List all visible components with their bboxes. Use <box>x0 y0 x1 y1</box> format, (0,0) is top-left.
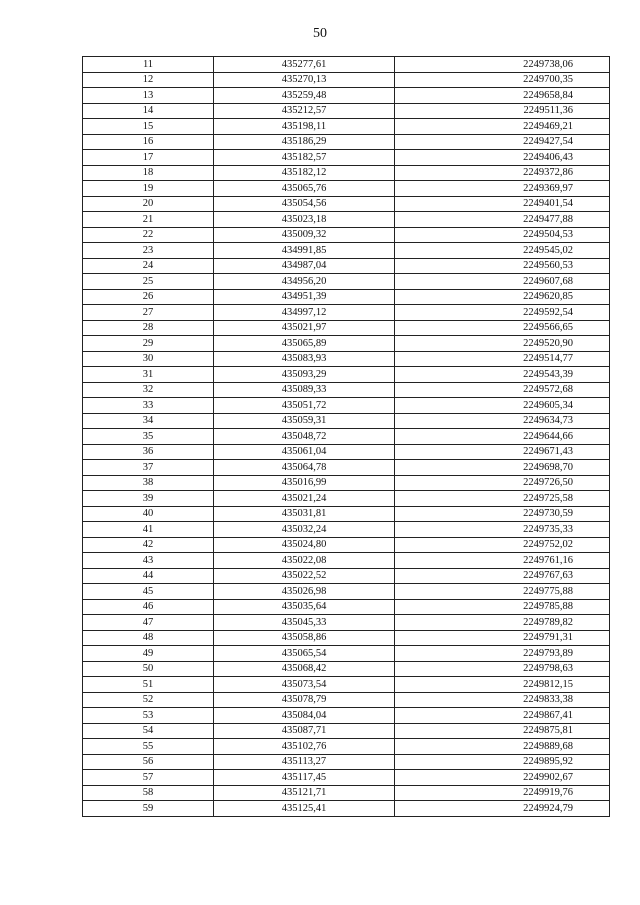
table-row <box>83 646 610 662</box>
table-row <box>83 661 610 677</box>
x-coordinate-cell: 435113,27 <box>214 754 395 770</box>
y-coordinate-cell: 2249560,53 <box>395 258 610 274</box>
x-coordinate-cell: 435024,80 <box>214 537 395 553</box>
point-number-cell: 35 <box>83 429 214 445</box>
y-coordinate-cell: 2249372,86 <box>395 165 610 181</box>
y-coordinate-cell: 2249520,90 <box>395 336 610 352</box>
table-row <box>83 134 610 150</box>
point-number-cell: 19 <box>83 181 214 197</box>
x-coordinate-cell: 435083,93 <box>214 351 395 367</box>
table-row <box>83 599 610 615</box>
point-number-cell: 25 <box>83 274 214 290</box>
point-number-cell: 58 <box>83 785 214 801</box>
point-number-cell: 34 <box>83 413 214 429</box>
table-row <box>83 444 610 460</box>
y-coordinate-cell: 2249919,76 <box>395 785 610 801</box>
x-coordinate-cell: 435186,29 <box>214 134 395 150</box>
x-coordinate-cell: 435068,42 <box>214 661 395 677</box>
y-coordinate-cell: 2249543,39 <box>395 367 610 383</box>
table-row <box>83 227 610 243</box>
x-coordinate-cell: 435061,04 <box>214 444 395 460</box>
y-coordinate-cell: 2249730,59 <box>395 506 610 522</box>
x-coordinate-cell: 435021,24 <box>214 491 395 507</box>
table-row <box>83 258 610 274</box>
point-number-cell: 32 <box>83 382 214 398</box>
table-row <box>83 522 610 538</box>
y-coordinate-cell: 2249775,88 <box>395 584 610 600</box>
x-coordinate-cell: 435125,41 <box>214 801 395 817</box>
y-coordinate-cell: 2249875,81 <box>395 723 610 739</box>
x-coordinate-cell: 435087,71 <box>214 723 395 739</box>
y-coordinate-cell: 2249566,65 <box>395 320 610 336</box>
table-row <box>83 351 610 367</box>
x-coordinate-cell: 435182,12 <box>214 165 395 181</box>
x-coordinate-cell: 435198,11 <box>214 119 395 135</box>
table-row <box>83 584 610 600</box>
x-coordinate-cell: 434951,39 <box>214 289 395 305</box>
table-row <box>83 320 610 336</box>
x-coordinate-cell: 435089,33 <box>214 382 395 398</box>
y-coordinate-cell: 2249427,54 <box>395 134 610 150</box>
point-number-cell: 16 <box>83 134 214 150</box>
table-row <box>83 692 610 708</box>
point-number-cell: 57 <box>83 770 214 786</box>
x-coordinate-cell: 435048,72 <box>214 429 395 445</box>
point-number-cell: 44 <box>83 568 214 584</box>
table-row <box>83 382 610 398</box>
table-row <box>83 770 610 786</box>
table-row <box>83 103 610 119</box>
point-number-cell: 41 <box>83 522 214 538</box>
x-coordinate-cell: 435084,04 <box>214 708 395 724</box>
point-number-cell: 39 <box>83 491 214 507</box>
table-row <box>83 708 610 724</box>
point-number-cell: 31 <box>83 367 214 383</box>
y-coordinate-cell: 2249671,43 <box>395 444 610 460</box>
x-coordinate-cell: 435212,57 <box>214 103 395 119</box>
x-coordinate-cell: 435032,24 <box>214 522 395 538</box>
y-coordinate-cell: 2249620,85 <box>395 289 610 305</box>
table-row <box>83 785 610 801</box>
table-row <box>83 801 610 817</box>
x-coordinate-cell: 434987,04 <box>214 258 395 274</box>
x-coordinate-cell: 435023,18 <box>214 212 395 228</box>
y-coordinate-cell: 2249504,53 <box>395 227 610 243</box>
point-number-cell: 48 <box>83 630 214 646</box>
x-coordinate-cell: 435054,56 <box>214 196 395 212</box>
y-coordinate-cell: 2249735,33 <box>395 522 610 538</box>
point-number-cell: 24 <box>83 258 214 274</box>
table-row <box>83 88 610 104</box>
table-row <box>83 181 610 197</box>
x-coordinate-cell: 435022,08 <box>214 553 395 569</box>
x-coordinate-cell: 435065,89 <box>214 336 395 352</box>
point-number-cell: 54 <box>83 723 214 739</box>
y-coordinate-cell: 2249700,35 <box>395 72 610 88</box>
table-row <box>83 460 610 476</box>
y-coordinate-cell: 2249889,68 <box>395 739 610 755</box>
y-coordinate-cell: 2249761,16 <box>395 553 610 569</box>
table-row <box>83 367 610 383</box>
point-number-cell: 47 <box>83 615 214 631</box>
coordinates-table-body <box>83 57 610 817</box>
table-row <box>83 289 610 305</box>
point-number-cell: 59 <box>83 801 214 817</box>
table-row <box>83 568 610 584</box>
y-coordinate-cell: 2249469,21 <box>395 119 610 135</box>
table-row <box>83 739 610 755</box>
x-coordinate-cell: 435064,78 <box>214 460 395 476</box>
point-number-cell: 51 <box>83 677 214 693</box>
x-coordinate-cell: 435121,71 <box>214 785 395 801</box>
table-row <box>83 754 610 770</box>
x-coordinate-cell: 435059,31 <box>214 413 395 429</box>
coordinates-table <box>82 56 610 817</box>
y-coordinate-cell: 2249924,79 <box>395 801 610 817</box>
table-row <box>83 305 610 321</box>
table-row <box>83 57 610 73</box>
page-number: 50 <box>313 26 327 41</box>
y-coordinate-cell: 2249793,89 <box>395 646 610 662</box>
point-number-cell: 40 <box>83 506 214 522</box>
point-number-cell: 29 <box>83 336 214 352</box>
table-row <box>83 212 610 228</box>
y-coordinate-cell: 2249406,43 <box>395 150 610 166</box>
y-coordinate-cell: 2249812,15 <box>395 677 610 693</box>
x-coordinate-cell: 435078,79 <box>214 692 395 708</box>
point-number-cell: 23 <box>83 243 214 259</box>
y-coordinate-cell: 2249477,88 <box>395 212 610 228</box>
table-row <box>83 119 610 135</box>
table-row <box>83 165 610 181</box>
y-coordinate-cell: 2249895,92 <box>395 754 610 770</box>
point-number-cell: 13 <box>83 88 214 104</box>
point-number-cell: 28 <box>83 320 214 336</box>
table-row <box>83 196 610 212</box>
table-row <box>83 553 610 569</box>
table-row <box>83 615 610 631</box>
y-coordinate-cell: 2249767,63 <box>395 568 610 584</box>
y-coordinate-cell: 2249785,88 <box>395 599 610 615</box>
x-coordinate-cell: 434997,12 <box>214 305 395 321</box>
point-number-cell: 38 <box>83 475 214 491</box>
x-coordinate-cell: 435031,81 <box>214 506 395 522</box>
point-number-cell: 20 <box>83 196 214 212</box>
point-number-cell: 18 <box>83 165 214 181</box>
point-number-cell: 50 <box>83 661 214 677</box>
point-number-cell: 12 <box>83 72 214 88</box>
point-number-cell: 14 <box>83 103 214 119</box>
table-row <box>83 398 610 414</box>
y-coordinate-cell: 2249369,97 <box>395 181 610 197</box>
table-row <box>83 491 610 507</box>
table-row <box>83 413 610 429</box>
table-row <box>83 150 610 166</box>
table-row <box>83 274 610 290</box>
point-number-cell: 45 <box>83 584 214 600</box>
y-coordinate-cell: 2249791,31 <box>395 630 610 646</box>
x-coordinate-cell: 435117,45 <box>214 770 395 786</box>
x-coordinate-cell: 435026,98 <box>214 584 395 600</box>
x-coordinate-cell: 435022,52 <box>214 568 395 584</box>
point-number-cell: 36 <box>83 444 214 460</box>
y-coordinate-cell: 2249833,38 <box>395 692 610 708</box>
point-number-cell: 21 <box>83 212 214 228</box>
table-row <box>83 723 610 739</box>
y-coordinate-cell: 2249789,82 <box>395 615 610 631</box>
y-coordinate-cell: 2249592,54 <box>395 305 610 321</box>
table-row <box>83 475 610 491</box>
point-number-cell: 53 <box>83 708 214 724</box>
point-number-cell: 37 <box>83 460 214 476</box>
x-coordinate-cell: 435058,86 <box>214 630 395 646</box>
table-row <box>83 630 610 646</box>
point-number-cell: 49 <box>83 646 214 662</box>
point-number-cell: 22 <box>83 227 214 243</box>
x-coordinate-cell: 435073,54 <box>214 677 395 693</box>
point-number-cell: 17 <box>83 150 214 166</box>
point-number-cell: 42 <box>83 537 214 553</box>
point-number-cell: 43 <box>83 553 214 569</box>
x-coordinate-cell: 435051,72 <box>214 398 395 414</box>
point-number-cell: 55 <box>83 739 214 755</box>
point-number-cell: 52 <box>83 692 214 708</box>
x-coordinate-cell: 434956,20 <box>214 274 395 290</box>
y-coordinate-cell: 2249514,77 <box>395 351 610 367</box>
point-number-cell: 30 <box>83 351 214 367</box>
y-coordinate-cell: 2249726,50 <box>395 475 610 491</box>
x-coordinate-cell: 435259,48 <box>214 88 395 104</box>
y-coordinate-cell: 2249698,70 <box>395 460 610 476</box>
x-coordinate-cell: 435065,76 <box>214 181 395 197</box>
y-coordinate-cell: 2249798,63 <box>395 661 610 677</box>
x-coordinate-cell: 435093,29 <box>214 367 395 383</box>
y-coordinate-cell: 2249738,06 <box>395 57 610 73</box>
x-coordinate-cell: 435035,64 <box>214 599 395 615</box>
y-coordinate-cell: 2249725,58 <box>395 491 610 507</box>
point-number-cell: 15 <box>83 119 214 135</box>
table-row <box>83 506 610 522</box>
point-number-cell: 26 <box>83 289 214 305</box>
x-coordinate-cell: 435009,32 <box>214 227 395 243</box>
y-coordinate-cell: 2249511,36 <box>395 103 610 119</box>
x-coordinate-cell: 435045,33 <box>214 615 395 631</box>
y-coordinate-cell: 2249658,84 <box>395 88 610 104</box>
point-number-cell: 56 <box>83 754 214 770</box>
x-coordinate-cell: 435270,13 <box>214 72 395 88</box>
y-coordinate-cell: 2249545,02 <box>395 243 610 259</box>
table-row <box>83 336 610 352</box>
point-number-cell: 33 <box>83 398 214 414</box>
y-coordinate-cell: 2249401,54 <box>395 196 610 212</box>
x-coordinate-cell: 435182,57 <box>214 150 395 166</box>
y-coordinate-cell: 2249607,68 <box>395 274 610 290</box>
table-row <box>83 243 610 259</box>
point-number-cell: 27 <box>83 305 214 321</box>
point-number-cell: 11 <box>83 57 214 73</box>
x-coordinate-cell: 435102,76 <box>214 739 395 755</box>
y-coordinate-cell: 2249902,67 <box>395 770 610 786</box>
y-coordinate-cell: 2249634,73 <box>395 413 610 429</box>
point-number-cell: 46 <box>83 599 214 615</box>
table-row <box>83 677 610 693</box>
x-coordinate-cell: 435277,61 <box>214 57 395 73</box>
table-row <box>83 537 610 553</box>
x-coordinate-cell: 435065,54 <box>214 646 395 662</box>
y-coordinate-cell: 2249644,66 <box>395 429 610 445</box>
x-coordinate-cell: 435021,97 <box>214 320 395 336</box>
y-coordinate-cell: 2249572,68 <box>395 382 610 398</box>
table-row <box>83 429 610 445</box>
x-coordinate-cell: 434991,85 <box>214 243 395 259</box>
y-coordinate-cell: 2249867,41 <box>395 708 610 724</box>
x-coordinate-cell: 435016,99 <box>214 475 395 491</box>
y-coordinate-cell: 2249605,34 <box>395 398 610 414</box>
y-coordinate-cell: 2249752,02 <box>395 537 610 553</box>
table-row <box>83 72 610 88</box>
